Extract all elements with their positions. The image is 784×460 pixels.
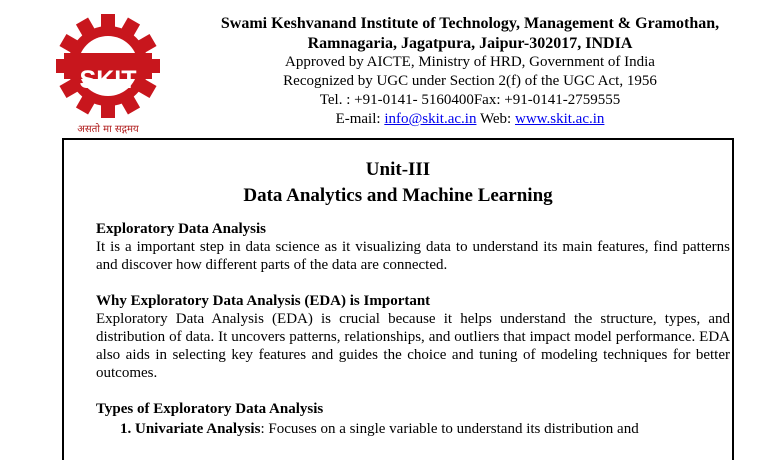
list-item-number: 1. bbox=[120, 421, 132, 437]
letterhead bbox=[190, 14, 750, 129]
logo-motto: असतो मा सद्गमय bbox=[77, 124, 139, 135]
unit-label: Unit-III bbox=[365, 159, 431, 180]
list-item bbox=[120, 420, 730, 438]
document-body bbox=[96, 220, 730, 438]
document-heading bbox=[62, 157, 734, 209]
website-link[interactable]: www.skit.ac.in bbox=[514, 111, 605, 127]
numbered-list bbox=[120, 420, 730, 438]
institute-logo bbox=[50, 14, 166, 136]
institute-name: Swami Keshvanand Institute of Technology, Management & Gramothan, bbox=[220, 15, 720, 32]
section-paragraph: Exploratory Data Analysis (EDA) is crucial because it helps understand the structure, types, and distribution of data. It uncovers patterns, relationships, and outliers that impact model performance. EDA also aids in selecting key features and guides the choice and tuning of modeling techniques for better outcomes. bbox=[96, 311, 730, 381]
section-heading: Why Exploratory Data Analysis (EDA) is Important bbox=[96, 293, 431, 309]
list-item-text: : Focuses on a single variable to understand its distribution and bbox=[260, 421, 639, 437]
document-title: Data Analytics and Machine Learning bbox=[243, 185, 553, 206]
logo-text: SKIT bbox=[79, 66, 137, 94]
recognition-line: Recognized by UGC under Section 2(f) of the UGC Act, 1956 bbox=[283, 73, 657, 89]
approval-line: Approved by AICTE, Ministry of HRD, Government of India bbox=[285, 54, 655, 70]
institute-address: Ramnagaria, Jagatpura, Jaipur-302017, INDIA bbox=[307, 35, 633, 52]
contact-links bbox=[190, 110, 750, 129]
web-label: Web: bbox=[479, 111, 512, 127]
email-link[interactable]: info@skit.ac.in bbox=[384, 111, 477, 127]
contact-phone: Tel. : +91-0141- 5160400Fax: +91-0141-2759555 bbox=[319, 92, 621, 108]
section-heading: Types of Exploratory Data Analysis bbox=[96, 401, 324, 417]
section-paragraph: It is a important step in data science as it visualizing data to understand its main features, find patterns and discover how different parts of the data are connected. bbox=[96, 239, 730, 273]
section-heading: Exploratory Data Analysis bbox=[96, 221, 267, 237]
list-item-term: Univariate Analysis bbox=[135, 421, 261, 437]
email-label: E-mail: bbox=[335, 111, 381, 127]
